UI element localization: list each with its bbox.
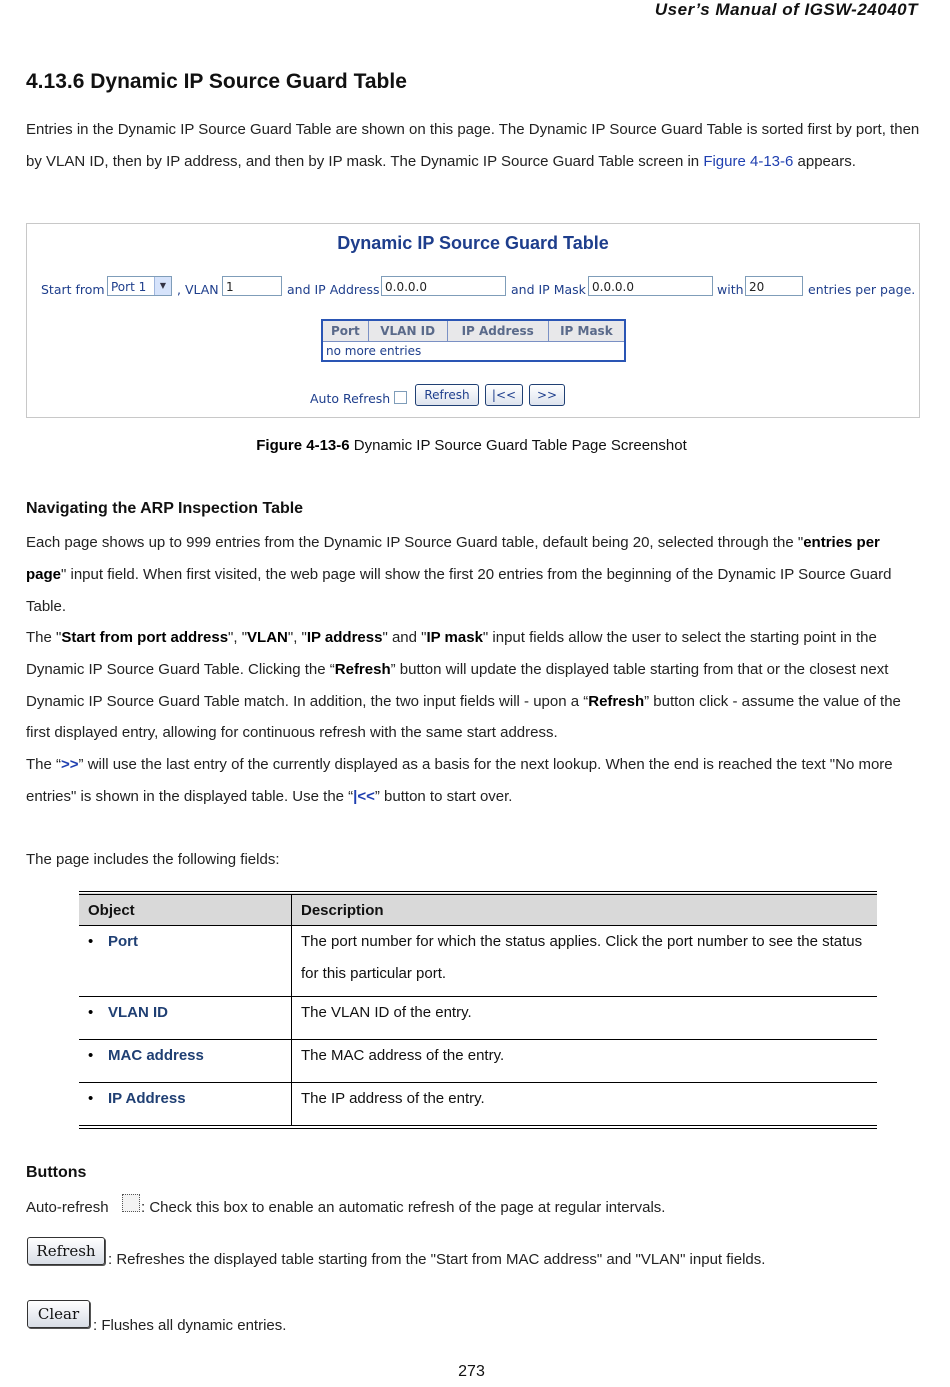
port-select-value: Port 1 (111, 280, 147, 294)
field-object (79, 1083, 292, 1128)
entries-per-page-label: entries per page. (808, 282, 916, 297)
nav-p2-bold-start: Start from port address (61, 629, 229, 646)
field-object (79, 997, 292, 1040)
dynamic-ip-table (321, 319, 626, 362)
table-row (79, 926, 877, 997)
with-label: with (717, 282, 744, 297)
figure-link[interactable]: Figure 4-13-6 (703, 152, 794, 170)
figure-caption (0, 437, 943, 454)
nav-p2-bold-refresh-2: Refresh (588, 692, 645, 710)
fields-header-description: Description (292, 893, 878, 926)
port-select[interactable] (107, 276, 172, 296)
nav-paragraph-1 (26, 527, 921, 622)
table-row (79, 1040, 877, 1083)
field-name-ip-address: IP Address (108, 1090, 186, 1107)
nav-paragraph-3 (26, 749, 921, 813)
refresh-description: : Refreshes the displayed table starting from the "Start from MAC address" and "VLAN" input fields. (108, 1251, 766, 1268)
nav-p2-bold-ip: IP address (306, 629, 383, 646)
nav-p2-bold-vlan: VLAN (247, 629, 288, 646)
auto-refresh-checkbox[interactable] (394, 391, 407, 404)
nav-p1-text-end: " input field. When first visited, the web page will show the first 20 entries from the beginning of the Dynamic IP Source Guard Table. (26, 565, 892, 615)
start-from-label: Start from (41, 282, 105, 297)
nav-p2-text-k: ” button will update the displayed table starting from that or the closest next Dynamic IP Source Guard Table match. In addition, the two input fields will - upon a “ (26, 660, 889, 710)
nav-p2-text-a: The " (26, 629, 62, 646)
entries-per-page-input[interactable]: 20 (745, 276, 803, 296)
next-page-button[interactable]: >> (529, 384, 565, 406)
intro-paragraph (26, 114, 921, 178)
nav-p2-text-g: " and " (382, 629, 427, 646)
fields-intro: The page includes the following fields: (26, 851, 280, 868)
table-row (79, 997, 877, 1040)
nav-p1-bold: entries per page (26, 534, 880, 583)
field-name-vlan-id: VLAN ID (108, 1004, 168, 1021)
figure-screenshot (26, 223, 920, 418)
ip-address-input[interactable]: 0.0.0.0 (381, 276, 506, 296)
intro-text-end: appears. (793, 152, 856, 170)
nav-paragraph-2 (26, 622, 921, 749)
auto-refresh-label: Auto Refresh (310, 391, 391, 406)
field-object (79, 1040, 292, 1083)
table-header-ip-mask: IP Mask (548, 320, 625, 342)
table-row (79, 1083, 877, 1128)
auto-refresh-description: : Check this box to enable an automatic refresh of the page at regular intervals. (141, 1199, 666, 1216)
bullet-icon: • (88, 1090, 94, 1107)
bullet-icon: • (88, 933, 94, 950)
nav-p1-text: Each page shows up to 999 entries from the Dynamic IP Source Guard table, default being 20, selected through the " (26, 534, 804, 551)
auto-refresh-doc-label: Auto-refresh (26, 1199, 109, 1216)
vlan-input[interactable]: 1 (222, 276, 282, 296)
page-header: User’s Manual of IGSW-24040T (654, 0, 918, 19)
nav-p2-text-c: ", " (228, 629, 248, 646)
table-header-vlan-id: VLAN ID (368, 320, 447, 342)
caption-text: Dynamic IP Source Guard Table Page Screenshot (349, 437, 687, 454)
table-header-port: Port (322, 320, 368, 342)
ip-mask-input[interactable]: 0.0.0.0 (588, 276, 713, 296)
field-object (79, 926, 292, 997)
intro-text: Entries in the Dynamic IP Source Guard Table are shown on this page. The Dynamic IP Source Guard Table is sorted first by port, then by VLAN ID, then by IP address, and then by IP mask. The Dynamic IP Source Guard Table screen in (26, 121, 920, 170)
field-description: The IP address of the entry. (292, 1083, 878, 1128)
first-page-button[interactable]: |<< (485, 384, 523, 406)
figure-title: Dynamic IP Source Guard Table (337, 233, 609, 253)
bullet-icon: • (88, 1004, 94, 1021)
chevron-down-icon: ▼ (154, 277, 171, 295)
ip-mask-label: and IP Mask (511, 282, 586, 297)
vlan-label: , VLAN (177, 282, 219, 297)
field-description: The MAC address of the entry. (292, 1040, 878, 1083)
nav-p2-bold-refresh: Refresh (334, 660, 391, 678)
nav-p2-text-i: " input fields allow the user to select the starting point in the Dynamic IP Source Guard Table. Clicking the “ (26, 629, 877, 678)
nav-p3-first-symbol: |<< (353, 787, 375, 805)
fields-table (79, 891, 877, 1129)
nav-p3-text-e: ” button to start over. (374, 787, 513, 805)
caption-label: Figure 4-13-6 (256, 437, 350, 454)
section-title: 4.13.6 Dynamic IP Source Guard Table (26, 70, 407, 93)
auto-refresh-doc-checkbox[interactable] (122, 1194, 140, 1212)
refresh-doc-button[interactable]: Refresh (27, 1237, 105, 1265)
nav-p2-bold-mask: IP mask (426, 629, 483, 646)
buttons-heading: Buttons (26, 1164, 87, 1181)
nav-p3-text-a: The “ (26, 756, 62, 773)
field-name-mac-address: MAC address (108, 1047, 204, 1064)
field-name-port: Port (108, 933, 138, 950)
field-description: The VLAN ID of the entry. (292, 997, 878, 1040)
nav-heading: Navigating the ARP Inspection Table (26, 500, 304, 517)
nav-p2-text-e: ", " (287, 629, 307, 646)
clear-description: : Flushes all dynamic entries. (93, 1317, 287, 1334)
table-header-ip-address: IP Address (447, 320, 548, 342)
ip-address-label: and IP Address (287, 282, 380, 297)
page-number: 273 (458, 1363, 485, 1380)
nav-p2-text-m: ” button click - assume the value of the first displayed entry, allowing for continuous refresh with the same start address. (26, 692, 901, 742)
fields-header-object: Object (79, 893, 292, 926)
empty-row: no more entries (326, 344, 422, 358)
bullet-icon: • (88, 1047, 94, 1064)
nav-p3-next-symbol: >> (61, 756, 79, 773)
nav-p3-text-c: ” will use the last entry of the currently displayed as a basis for the next lookup. When the end is reached the text "No more entries" is shown in the displayed table. Use the “ (26, 756, 893, 805)
field-description: The port number for which the status applies. Click the port number to see the status for this particular port. (292, 926, 878, 997)
refresh-button[interactable]: Refresh (415, 384, 479, 406)
clear-doc-button[interactable]: Clear (27, 1300, 90, 1328)
